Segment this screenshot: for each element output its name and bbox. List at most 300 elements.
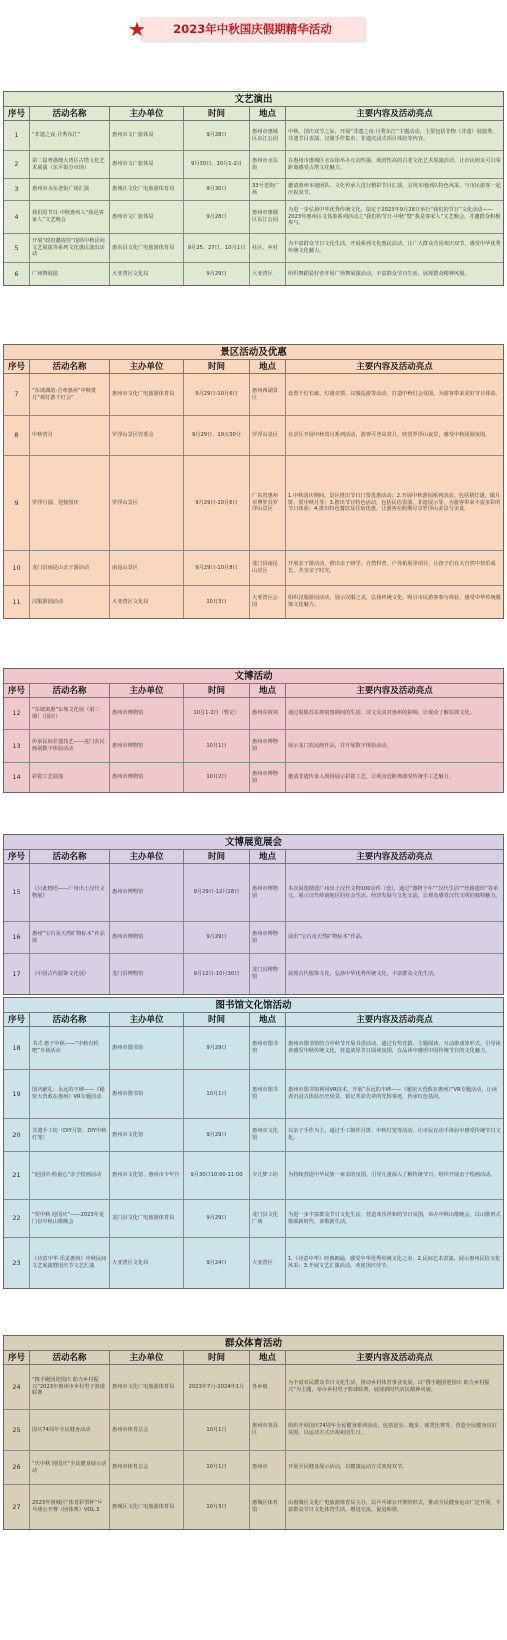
section-zhanlan bbox=[3, 834, 504, 995]
cell-time bbox=[184, 1070, 250, 1118]
cell-no bbox=[4, 1410, 30, 1450]
cell-no-text: 9 bbox=[14, 498, 19, 507]
cell-place bbox=[250, 374, 286, 415]
cell-desc bbox=[286, 263, 503, 285]
cell-desc-text: 开展亲子游活动，推出亲子研学、自然科普、户外拓展等项目，让孩子们在大自然中快乐成长，共享亲子时光。 bbox=[288, 561, 496, 574]
header-time: 时间 bbox=[184, 1013, 250, 1026]
cell-place bbox=[250, 1410, 286, 1450]
cell-no bbox=[4, 263, 30, 285]
cell-desc-text: 在惠州市惠城区水东街举办互动性强、观赏性高的古老文化艺术展演活动，让市民朋友可以零距离感受古塔文化魅力。 bbox=[288, 157, 501, 171]
cell-name-text: “携手跑团迎国庆 助力乡村振兴”2023年惠州市乡村男子篮球联赛 bbox=[32, 1377, 105, 1397]
table-row bbox=[4, 864, 503, 922]
cell-place-text: 大亚湾区 bbox=[252, 270, 273, 277]
cell-org bbox=[110, 1152, 184, 1199]
cell-place-text: 惠州市水东街 bbox=[252, 157, 278, 171]
cell-no bbox=[4, 456, 30, 550]
cell-org-text: 大亚湾区文化局 bbox=[112, 598, 149, 605]
table-row bbox=[4, 1238, 503, 1288]
table-row bbox=[4, 121, 503, 151]
cell-desc-text: 以亲子手作为主，通过手工制作月饼、中秋灯笼等活动，让市民在动手体验中感受传统节日文化。 bbox=[288, 1128, 501, 1141]
cell-no bbox=[4, 1070, 30, 1118]
cell-org bbox=[110, 1200, 184, 1237]
cell-no-text: 18 bbox=[12, 1043, 21, 1052]
header-desc: 主要内容及活动亮点 bbox=[356, 109, 433, 119]
cell-no-text: 4 bbox=[14, 212, 19, 221]
cell-name bbox=[30, 263, 110, 285]
page-title-banner bbox=[128, 14, 373, 44]
cell-desc-text: 组织舞蹈爱好者开展广场舞展演活动，丰富群众节日生活，展现群众精神风貌。 bbox=[288, 270, 470, 277]
cell-no-text: 21 bbox=[12, 1171, 21, 1180]
cell-desc-text: 邀请惠州本地团队、文化传承人进行精彩节目汇演，呈现本地团队特色风采，与市民游客一起庆祝双节。 bbox=[288, 182, 501, 196]
cell-no bbox=[4, 374, 30, 415]
cell-name bbox=[30, 1152, 110, 1199]
header-org: 主办单位 bbox=[110, 360, 184, 373]
cell-time bbox=[184, 1119, 250, 1151]
cell-desc-text: 组织汉服游园活动，展示汉服之美，弘扬传统文化，吸引市民游客参与体验，感受中华传统服饰文化魅力。 bbox=[288, 595, 501, 608]
cell-org-text: 龙门县文化广电旅游体育局 bbox=[112, 1215, 175, 1222]
cell-name-text: 《只此物语——广州出土汉代文物展》 bbox=[32, 885, 105, 899]
cell-no-text: 27 bbox=[12, 1502, 21, 1511]
cell-org bbox=[110, 416, 184, 455]
cell-desc-text: 1.中秋国庆期间，景区推出节日门票优惠活动；2.开展中秋游园系列活动，包括猜灯谜、做月饼、赏中秋月等；3.推出节日特色活动，包括民俗表演、非遗展示等，为游客带来丰富多彩的节日体验；4.推出特色餐饮及住宿优惠，让游客在假期尽享罗浮山美景与美食。 bbox=[288, 493, 501, 513]
cell-org-text: 惠城区文化广电旅游体育局 bbox=[112, 1503, 175, 1510]
cell-name bbox=[30, 922, 110, 953]
cell-time bbox=[184, 1365, 250, 1409]
cell-desc bbox=[286, 1119, 503, 1151]
cell-time bbox=[184, 1152, 250, 1199]
cell-desc bbox=[286, 456, 503, 550]
header-desc: 主要内容及活动亮点 bbox=[356, 1353, 433, 1363]
cell-time-text: 9月29日-10月8日 bbox=[195, 564, 238, 571]
header-name: 活动名称 bbox=[30, 684, 110, 697]
cell-no-text: 5 bbox=[14, 243, 19, 252]
cell-org-text: 惠州市体育总会 bbox=[112, 1426, 149, 1433]
cell-desc bbox=[286, 416, 503, 455]
cell-time bbox=[184, 1200, 250, 1237]
table-row bbox=[4, 1119, 503, 1152]
cell-desc-text: 为进一步弘扬中华优秀传统文化，拟定于2023年9月28日举行“我们的节日”文化活动——2023年惠州区文体旅系列活动之“我们的节日·中秋”暨“我是客家人”文艺晚会，并邀群众积极参与。 bbox=[288, 207, 501, 227]
cell-name-text: “庆中秋 迎国庆”全民健身展示活动 bbox=[32, 1460, 107, 1474]
cell-org bbox=[110, 374, 184, 415]
cell-place bbox=[250, 1027, 286, 1069]
cell-no bbox=[4, 551, 30, 585]
cell-name-text: “东坡湖韵·合欢惠州”中秋赏月“观灯游千灯会” bbox=[32, 387, 97, 401]
cell-time bbox=[184, 201, 250, 233]
cell-time bbox=[184, 151, 250, 178]
cell-org-text: 惠州市文广旅体局 bbox=[112, 161, 154, 168]
cell-name-text: 罗浮月圆、迎接国庆 bbox=[32, 499, 79, 506]
table-row bbox=[4, 263, 503, 285]
table-row bbox=[4, 698, 503, 730]
section-title: 文博活动 bbox=[4, 669, 503, 684]
cell-time bbox=[184, 456, 250, 550]
header-desc: 主要内容及活动亮点 bbox=[356, 362, 433, 372]
cell-place bbox=[250, 201, 286, 233]
cell-time-text: 10月3日 bbox=[206, 598, 227, 605]
cell-no-text: 24 bbox=[12, 1382, 21, 1391]
cell-desc-text: 展示龙门农民画作品，并开展数字体验活动。 bbox=[288, 742, 392, 749]
cell-time-text: 9月29日 bbox=[206, 1044, 227, 1051]
cell-place-text: 罗浮山景区 bbox=[252, 432, 278, 439]
cell-time bbox=[184, 698, 250, 729]
table-row bbox=[4, 730, 503, 763]
cell-no bbox=[4, 954, 30, 994]
cell-no bbox=[4, 1200, 30, 1237]
cell-place-text: 惠州东坡祠 bbox=[252, 710, 278, 717]
cell-no bbox=[4, 1238, 30, 1288]
cell-place-text: 惠州市惠城区东江公园 bbox=[252, 128, 278, 142]
table-row bbox=[4, 1365, 503, 1410]
cell-time-text: 9月30日、10月1-2日 bbox=[191, 161, 242, 168]
cell-time bbox=[184, 586, 250, 618]
cell-no bbox=[4, 698, 30, 729]
cell-desc-text: 中秋、国庆双节之际，开展“非遗之夜·月秀东江”主题活动，主要包括非物（非遗）展演秀、非遗节目表演、汉服手作集市、非遗沉浸式项目体验等内容。 bbox=[288, 128, 498, 142]
cell-org bbox=[110, 864, 184, 921]
cell-time bbox=[184, 121, 250, 150]
cell-org bbox=[110, 698, 184, 729]
section-tiyu bbox=[3, 1335, 504, 1530]
cell-time-text: 9月28日 bbox=[206, 213, 227, 220]
cell-time-text: 10月1日 bbox=[206, 1464, 227, 1471]
cell-name-text: 《诗意中华·乐见惠州》中秋民间文艺展演暨国庆节文艺汇演 bbox=[32, 1256, 107, 1269]
cell-place-text: 33号老街广场 bbox=[252, 182, 280, 196]
cell-desc-text: 设置千灯长廊、灯谜竞猜、汉服巡游等活动，打造中秋灯会氛围，为游客带来美好节日体验。 bbox=[288, 391, 501, 398]
cell-no bbox=[4, 151, 30, 178]
table-header bbox=[4, 1013, 503, 1027]
cell-org-text: 大亚湾区文化局 bbox=[112, 1259, 149, 1266]
cell-no bbox=[4, 234, 30, 262]
cell-org-text: 惠州市体育总会 bbox=[112, 1464, 149, 1471]
section-tushu bbox=[3, 997, 504, 1289]
cell-desc bbox=[286, 551, 503, 585]
cell-place-text: 各乡镇 bbox=[252, 1383, 268, 1390]
cell-org-text: 惠州市图书馆 bbox=[112, 1090, 144, 1097]
cell-desc bbox=[286, 151, 503, 178]
cell-place bbox=[250, 456, 286, 550]
cell-name-text: 惠州“宝石及天然矿物标本”作品展 bbox=[32, 930, 105, 944]
cell-place-text: 龙门县文化广场 bbox=[252, 1211, 278, 1225]
header-name: 活动名称 bbox=[30, 1351, 110, 1364]
cell-place bbox=[250, 954, 286, 994]
cell-desc-text: 1.《诗意中华》经典朗诵，感受中华优秀传统文化之美；2.民间艺术表演，展示惠州民俗文化风采；3.开展文艺汇演活动，欢度国庆佳节。 bbox=[288, 1256, 501, 1269]
cell-time-text: 9月29日 bbox=[206, 1131, 227, 1138]
cell-name bbox=[30, 1070, 110, 1118]
cell-org bbox=[110, 456, 184, 550]
cell-time-text: 2023年7月-2024年1月 bbox=[188, 1383, 245, 1390]
table-row bbox=[4, 201, 503, 234]
cell-place-text: 惠州市 bbox=[252, 1464, 268, 1471]
table-header bbox=[4, 1351, 503, 1365]
cell-org bbox=[110, 151, 184, 178]
cell-place-text: 广东省惠州市博罗县罗浮山景区 bbox=[252, 493, 278, 513]
cell-org bbox=[110, 954, 184, 994]
cell-no-text: 17 bbox=[12, 969, 21, 978]
cell-place-text: 惠州市各县区 bbox=[252, 1423, 278, 1436]
cell-place-text: 惠城区体育馆 bbox=[252, 1500, 278, 1513]
cell-org-text: 惠州市博物馆 bbox=[112, 889, 144, 896]
cell-org bbox=[110, 586, 184, 618]
cell-place bbox=[250, 864, 286, 921]
header-no: 序号 bbox=[4, 850, 30, 863]
cell-desc-text: 为持续营造中华民族一家亲的氛围，引导儿童深入了解传统节日，组织开展亲子绘画活动。 bbox=[288, 1172, 496, 1179]
cell-place bbox=[250, 1119, 286, 1151]
cell-no-text: 10 bbox=[12, 563, 21, 572]
cell-place-text: 惠州西湖景区 bbox=[252, 387, 278, 401]
cell-no-text: 7 bbox=[14, 390, 19, 399]
cell-desc-text: 为丰富群众节日文化生活，开展系列文化惠民活动，让广大群众共同欢庆双节，感受中华优秀传统文化魅力。 bbox=[288, 241, 501, 254]
header-no: 序号 bbox=[4, 1351, 30, 1364]
cell-name bbox=[30, 121, 110, 150]
cell-place-text: 龙门县南昆山景区 bbox=[252, 561, 278, 574]
cell-no bbox=[4, 730, 30, 762]
cell-time-text: 9月29日、19点30分 bbox=[191, 432, 242, 439]
cell-time bbox=[184, 1238, 250, 1288]
cell-desc bbox=[286, 864, 503, 921]
cell-time bbox=[184, 1027, 250, 1069]
cell-name-text: 国庆74周年全民健身活动 bbox=[32, 1426, 91, 1433]
cell-desc bbox=[286, 698, 503, 729]
cell-place-text: 惠州市博物馆 bbox=[252, 739, 278, 752]
cell-name bbox=[30, 151, 110, 178]
cell-time-text: 9月30日10:00-11:00 bbox=[190, 1172, 243, 1179]
cell-name bbox=[30, 586, 110, 618]
section-title: 群众体育活动 bbox=[4, 1336, 503, 1351]
cell-name-text: 国庆献礼：永远的丰碑——《秘密大营救在惠州》VR专题活动 bbox=[32, 1087, 105, 1100]
table-row bbox=[4, 551, 503, 586]
cell-desc bbox=[286, 201, 503, 233]
cell-desc bbox=[286, 1410, 503, 1450]
table-row bbox=[4, 151, 503, 179]
cell-place bbox=[250, 263, 286, 285]
table-row bbox=[4, 1451, 503, 1485]
cell-org bbox=[110, 1119, 184, 1151]
cell-place-text: 龙门县博物馆 bbox=[252, 967, 278, 980]
activity-document bbox=[3, 91, 504, 1637]
cell-name bbox=[30, 1410, 110, 1450]
cell-org bbox=[110, 1485, 184, 1529]
cell-place bbox=[250, 151, 286, 178]
section-title: 景区活动及优惠 bbox=[4, 345, 503, 360]
cell-org-text: 惠州市博物馆 bbox=[112, 742, 144, 749]
cell-no-text: 15 bbox=[12, 888, 21, 897]
cell-name-text: “贺中秋·迎国庆”——2023年龙门县中秋山歌晚会 bbox=[32, 1211, 105, 1225]
cell-place-text: 大亚湾区 bbox=[252, 1259, 273, 1266]
cell-desc-text: 在景区开展中秋赏月系列活动，游客可登高赏月，欣赏罗浮山夜景，感受中秋团圆氛围。 bbox=[288, 432, 491, 439]
cell-desc-text: 为丰富农民群众节日文化生活，推动乡村体育事业发展，以“携手跑团迎国庆 助力乡村振兴”为主题，举办乡村男子篮球联赛，展现新时代农民精神风貌。 bbox=[288, 1380, 490, 1393]
header-time: 时间 bbox=[184, 684, 250, 697]
cell-no-text: 11 bbox=[12, 597, 21, 606]
cell-place-text: 惠州市博物馆 bbox=[252, 770, 278, 784]
cell-name bbox=[30, 730, 110, 762]
cell-time-text: 9月24日 bbox=[206, 1259, 227, 1266]
section-jingqu bbox=[3, 344, 504, 619]
cell-name bbox=[30, 201, 110, 233]
cell-name-text: “东坡寓惠”东坡文化展（第三期）（国庆） bbox=[32, 706, 100, 720]
cell-place bbox=[250, 698, 286, 729]
cell-name-text: “迎国庆·绘童心”亲子绘画活动 bbox=[32, 1172, 102, 1179]
cell-org bbox=[110, 551, 184, 585]
cell-place bbox=[250, 416, 286, 455]
cell-place bbox=[250, 121, 286, 150]
cell-time-text: 9月30日 bbox=[206, 186, 227, 193]
cell-no-text: 8 bbox=[14, 431, 19, 440]
cell-name bbox=[30, 1119, 110, 1151]
cell-name-text: 传承民间非遗技艺——龙门农民画展数字体验活动 bbox=[32, 739, 105, 752]
cell-desc bbox=[286, 763, 503, 792]
cell-place bbox=[250, 1152, 286, 1199]
cell-no bbox=[4, 1152, 30, 1199]
cell-time-text: 10月1日 bbox=[206, 1426, 227, 1433]
header-time: 时间 bbox=[184, 107, 250, 120]
cell-no-text: 20 bbox=[12, 1130, 21, 1139]
section-wenyi bbox=[3, 91, 504, 286]
cell-org bbox=[110, 121, 184, 150]
cell-place bbox=[250, 1365, 286, 1409]
table-row bbox=[4, 763, 503, 792]
header-org: 主办单位 bbox=[110, 1351, 184, 1364]
cell-desc-text: 组织开展国庆74周年全民健身系列活动，包括徒步、跑步、球类比赛等，营造全民健身良好氛围，以运动方式庆祝祖国生日。 bbox=[288, 1423, 497, 1436]
cell-no bbox=[4, 922, 30, 953]
cell-time-text: 9月28日 bbox=[206, 132, 227, 139]
cell-name-text: 我们的节日·中秋惠州人“我是客家人”文艺晚会 bbox=[32, 210, 104, 223]
header-org: 主办单位 bbox=[110, 850, 184, 863]
header-desc: 主要内容及活动亮点 bbox=[356, 852, 433, 862]
page-title: 2023年中秋国庆假期精华活动 bbox=[173, 22, 332, 36]
cell-desc-text: 展现古代服饰文化，弘扬中华优秀传统文化，丰富群众文化生活。 bbox=[288, 970, 439, 977]
cell-org-text: 惠州市文化广电旅游体育局 bbox=[112, 1383, 175, 1390]
table-row bbox=[4, 922, 503, 954]
table-header bbox=[4, 850, 503, 864]
cell-place bbox=[250, 179, 286, 200]
cell-place bbox=[250, 730, 286, 762]
cell-no bbox=[4, 1027, 30, 1069]
table-row bbox=[4, 1410, 503, 1451]
cell-time bbox=[184, 922, 250, 953]
cell-desc bbox=[286, 954, 503, 994]
cell-name-text: 中秋赏月 bbox=[32, 432, 53, 439]
header-name: 活动名称 bbox=[30, 1013, 110, 1026]
cell-time-text: 9月29日-10月6日 bbox=[195, 391, 238, 398]
cell-org-text: 惠州市图书馆 bbox=[112, 1044, 144, 1051]
cell-no bbox=[4, 1119, 30, 1151]
cell-org-text: 惠州市文广旅体局 bbox=[112, 213, 154, 220]
table-header bbox=[4, 360, 503, 374]
cell-desc bbox=[286, 374, 503, 415]
cell-org bbox=[110, 730, 184, 762]
cell-no-text: 14 bbox=[12, 773, 21, 782]
cell-org-text: 南昆山景区 bbox=[112, 564, 138, 571]
cell-name bbox=[30, 763, 110, 792]
header-org: 主办单位 bbox=[110, 684, 184, 697]
cell-no-text: 1 bbox=[14, 131, 19, 140]
cell-place bbox=[250, 763, 286, 792]
cell-desc-text: 开展全民健身展示活动，以健康运动方式欢度双节。 bbox=[288, 1464, 408, 1471]
cell-desc bbox=[286, 586, 503, 618]
cell-org-text: 惠州市文广旅体局 bbox=[112, 132, 154, 139]
header-place: 地点 bbox=[250, 1351, 286, 1364]
cell-name-text: 汉服游园活动 bbox=[32, 598, 64, 605]
cell-time-text: 9月29日 bbox=[206, 270, 227, 277]
cell-time bbox=[184, 1451, 250, 1484]
cell-no bbox=[4, 1451, 30, 1484]
cell-place bbox=[250, 551, 286, 585]
cell-no-text: 25 bbox=[12, 1425, 21, 1434]
cell-name-text: 第二届粤港澳大湾区古塔文化艺术展演（东平街分市场） bbox=[32, 157, 105, 171]
cell-no-text: 19 bbox=[12, 1089, 21, 1098]
cell-desc bbox=[286, 1152, 503, 1199]
header-time: 时间 bbox=[184, 850, 250, 863]
cell-desc bbox=[286, 234, 503, 262]
cell-place-text: 惠州市图书馆 bbox=[252, 1087, 278, 1100]
cell-no bbox=[4, 1485, 30, 1529]
cell-desc bbox=[286, 179, 503, 200]
cell-no-text: 22 bbox=[12, 1214, 21, 1223]
cell-org-text: 惠州市文化广电旅游体育局 bbox=[112, 391, 175, 398]
header-org: 主办单位 bbox=[110, 107, 184, 120]
cell-no bbox=[4, 201, 30, 233]
table-row bbox=[4, 374, 503, 416]
cell-org-text: 惠东县文化广电旅游体育局 bbox=[112, 244, 175, 251]
cell-name-text: 《中国古代服饰文化展》 bbox=[32, 970, 90, 977]
cell-desc-text: 通过展陈苏东坡寓惠期间的生活、诗文及其对惠州的影响，让观众了解东坡文化。 bbox=[288, 710, 475, 717]
header-place: 地点 bbox=[250, 107, 286, 120]
table-row bbox=[4, 1485, 503, 1529]
cell-name bbox=[30, 1027, 110, 1069]
cell-time-text: 10月2日 bbox=[206, 774, 227, 781]
cell-place bbox=[250, 1200, 286, 1237]
cell-no-text: 26 bbox=[12, 1463, 21, 1472]
cell-no bbox=[4, 1365, 30, 1409]
cell-desc bbox=[286, 1027, 503, 1069]
cell-name-text: 龙门县南昆山亲子游活动 bbox=[32, 564, 90, 571]
cell-place-text: 大亚湾区公园 bbox=[252, 595, 278, 608]
cell-place-text: 惠州市文化馆 bbox=[252, 1128, 278, 1141]
cell-no bbox=[4, 416, 30, 455]
header-place: 地点 bbox=[250, 684, 286, 697]
cell-org-text: 惠城区文化广电旅游体育局 bbox=[112, 186, 175, 193]
header-name: 活动名称 bbox=[30, 850, 110, 863]
cell-org bbox=[110, 1410, 184, 1450]
section-wenbo bbox=[3, 668, 504, 793]
cell-time-text: 10月1日 bbox=[206, 742, 227, 749]
cell-place-text: 惠州市博物馆 bbox=[252, 930, 278, 944]
cell-desc bbox=[286, 1238, 503, 1288]
cell-desc bbox=[286, 730, 503, 762]
cell-name bbox=[30, 1485, 110, 1529]
cell-time-text: 10月1日 bbox=[206, 1090, 227, 1097]
cell-name-text: 开展“政府邀请你”现场中秋民间文艺展演等系列文化惠民演出活动 bbox=[32, 238, 105, 258]
header-no: 序号 bbox=[4, 107, 30, 120]
header-name: 活动名称 bbox=[30, 360, 110, 373]
cell-place bbox=[250, 234, 286, 262]
cell-name-text: 2023年惠城区“体育彩票杯”乒乓球公开赛（团体赛）VOL.3 bbox=[32, 1500, 103, 1513]
cell-place bbox=[250, 922, 286, 953]
table-row bbox=[4, 416, 503, 456]
cell-org-text: 惠州市文化馆、惠州市少年宫 bbox=[112, 1172, 180, 1179]
cell-no-text: 13 bbox=[12, 741, 21, 750]
cell-time bbox=[184, 551, 250, 585]
table-row bbox=[4, 1152, 503, 1200]
cell-place bbox=[250, 586, 286, 618]
cell-no-text: 23 bbox=[12, 1258, 21, 1267]
cell-desc bbox=[286, 1485, 503, 1529]
cell-name bbox=[30, 1365, 110, 1409]
cell-org bbox=[110, 1238, 184, 1288]
cell-no bbox=[4, 763, 30, 792]
header-place: 地点 bbox=[250, 1013, 286, 1026]
cell-name bbox=[30, 954, 110, 994]
cell-place bbox=[250, 1238, 286, 1288]
